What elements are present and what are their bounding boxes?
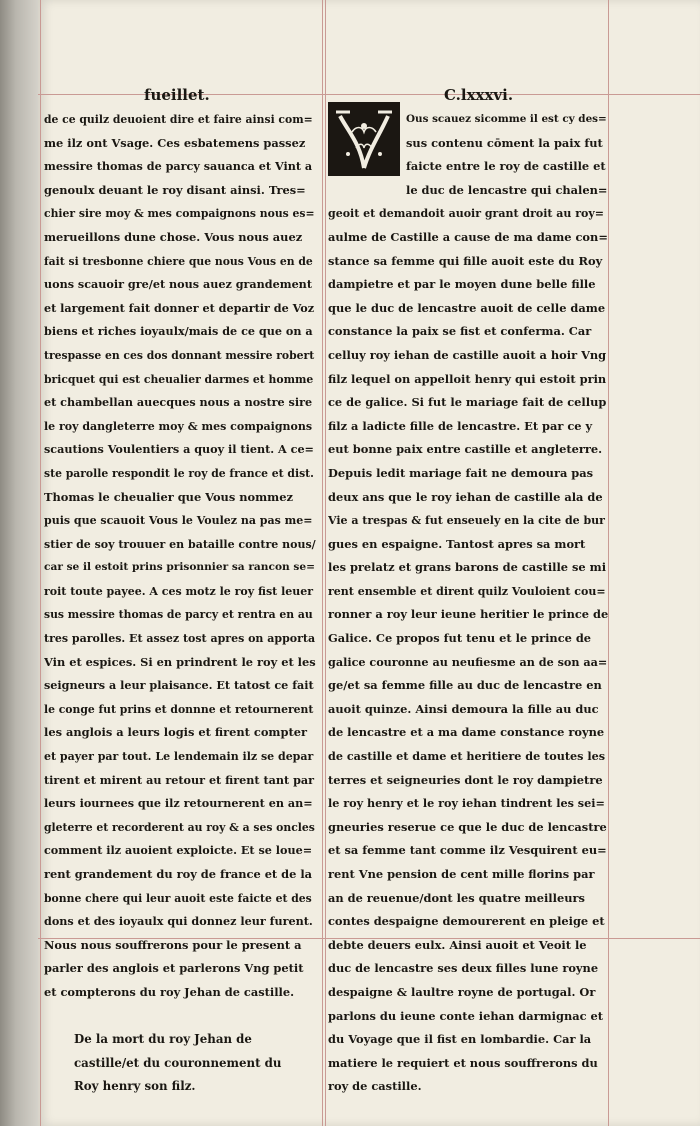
text-line: Ous scauez sicomme il est cy des= — [406, 113, 607, 125]
text-line: les prelatz et grans barons de castille se mi — [328, 560, 607, 575]
text-line: dons et des ioyaulx qui donnez leur furent. — [44, 914, 313, 929]
text-line: rent ensemble et dirent quilz Vouloient cou= — [328, 584, 606, 598]
text-line: chier sire moy & mes compaignons nous es= — [44, 207, 315, 221]
text-line: trespasse en ces dos donnant messire robert — [44, 348, 315, 362]
chapter-heading-line: Roy henry son filz. — [74, 1079, 196, 1094]
chapter-heading-line: De la mort du roy Jehan de — [74, 1032, 252, 1047]
text-line: que le duc de lencastre auoit de celle dame — [328, 300, 606, 315]
text-line: gneuries reserue ce que le duc de lencastre — [328, 819, 607, 834]
text-line: fait si tresbonne chiere que nous Vous en de — [44, 254, 313, 268]
text-line: puis que scauoit Vous le Voulez na pas me= — [44, 514, 313, 528]
text-line: ge/et sa femme fille au duc de lencastre en — [328, 678, 602, 693]
text-line: matiere le requiert et nous souffrerons du — [328, 1055, 598, 1070]
text-line: despaigne & laultre royne de portugal. Or — [328, 984, 596, 999]
text-line: an de reuenue/dont les quatre meilleurs — [328, 890, 585, 905]
text-line: du Voyage que il fist en lombardie. Car la — [328, 1032, 592, 1047]
folio-number: C.lxxxvi. — [444, 86, 514, 104]
column-rule-right-inner — [325, 0, 326, 1126]
text-line: et largement fait donner et departir de Voz — [44, 300, 315, 315]
text-line: me ilz ont Vsage. Ces esbatemens passez — [44, 135, 306, 150]
text-line: genoulx deuant le roy disant ainsi. Tres= — [44, 182, 306, 197]
paragraph-gap — [44, 1005, 316, 1029]
text-line: comment ilz auoient exploicte. Et se loue= — [44, 843, 313, 858]
text-line: rent grandement du roy de france et de la — [44, 867, 313, 881]
text-line: scautions Voulentiers a quoy il tient. A ce= — [44, 442, 314, 457]
text-line: Galice. Ce propos fut tenu et le prince de — [328, 631, 592, 646]
chapter-heading-line: castille/et du couronnement du — [74, 1055, 282, 1070]
text-line: celluy roy iehan de castille auoit a hoir Vng — [328, 347, 607, 362]
text-line: stance sa femme qui fille auoit este du Roy — [328, 253, 603, 268]
right-text-column — [328, 108, 608, 1099]
text-line: bonne chere qui leur auoit este faicte et des — [44, 891, 312, 905]
text-line: le conge fut prins et donnne et retournerent — [44, 702, 314, 716]
book-gutter-shadow — [0, 0, 40, 1126]
text-line: car se il estoit prins prisonnier sa rancon se= — [44, 561, 315, 574]
text-line: seigneurs a leur plaisance. Et tatost ce fait — [44, 678, 314, 693]
text-line: faicte entre le roy de castille et — [406, 159, 606, 174]
text-line: de castille et dame et heritiere de toutes les — [328, 749, 605, 764]
text-line: gues en espaigne. Tantost apres sa mort — [328, 536, 586, 551]
text-line: duc de lencastre ses deux filles lune royne — [328, 961, 599, 976]
text-line: Thomas le cheualier que Vous nommez — [44, 489, 293, 504]
text-line: geoit et demandoit auoir grant droit au roy= — [328, 207, 604, 221]
text-line: messire thomas de parcy sauanca et Vint a — [44, 159, 313, 174]
text-line: merueillons dune chose. Vous nous auez — [44, 229, 303, 244]
text-line: roy de castille. — [328, 1079, 422, 1094]
text-line: filz a ladicte fille de lencastre. Et par ce y — [328, 418, 593, 433]
folio-label: fueillet. — [144, 86, 210, 104]
text-line: le roy henry et le roy iehan tindrent les sei= — [328, 796, 605, 811]
text-line: leurs iournees que ilz retournerent en an= — [44, 796, 313, 811]
text-line: bricquet qui est cheualier darmes et homme — [44, 372, 314, 386]
text-line: et chambellan auecques nous a nostre sire — [44, 395, 313, 410]
text-line: tres parolles. Et assez tost apres on apporta — [44, 632, 316, 646]
text-line: et payer par tout. Le lendemain ilz se depar — [44, 750, 314, 764]
text-line: deux ans que le roy iehan de castille ala de — [328, 489, 603, 504]
text-line: de lencastre et a ma dame constance royne — [328, 725, 605, 740]
text-line: le roy dangleterre moy & mes compaignons — [44, 419, 313, 433]
text-line: ste parolle respondit le roy de france et dist. — [44, 466, 314, 480]
text-line: biens et riches ioyaulx/mais de ce que on a — [44, 324, 313, 339]
text-line: sus contenu cōment la paix fut — [406, 135, 603, 150]
left-text-column — [44, 108, 316, 1099]
text-line: Vin et espices. Si en prindrent le roy et les — [44, 654, 316, 669]
text-line: les anglois a leurs logis et firent compter — [44, 725, 307, 740]
text-line: terres et seigneuries dont le roy dampietre — [328, 772, 603, 787]
text-line: galice couronne au neufiesme an de son aa= — [328, 654, 608, 669]
text-line: stier de soy trouuer en bataille contre nous/ — [44, 537, 316, 551]
text-line: sus messire thomas de parcy et rentra en au — [44, 608, 313, 622]
text-line: de ce quilz deuoient dire et faire ainsi com= — [44, 113, 313, 126]
text-line: et sa femme tant comme ilz Vesquirent eu= — [328, 843, 607, 858]
text-line: le duc de lencastre qui chalen= — [406, 182, 608, 197]
text-line: et compterons du roy Jehan de castille. — [44, 984, 295, 999]
text-line: rent Vne pension de cent mille florins par — [328, 867, 595, 881]
text-line: ronner a roy leur ieune heritier le prince de — [328, 607, 608, 622]
text-line: contes despaigne demourerent en pleige et — [328, 914, 605, 929]
header-rule — [38, 94, 700, 95]
text-line: eut bonne paix entre castille et angleterre. — [328, 442, 603, 457]
chapter-heading — [44, 1028, 316, 1099]
column-rule-left-inner — [322, 0, 323, 1126]
text-line: Vie a trespas & fut enseuely en la cite de bur — [328, 514, 605, 528]
text-line: parler des anglois et parlerons Vng petit — [44, 961, 304, 976]
text-line: filz lequel on appelloit henry qui estoit prin — [328, 371, 607, 386]
text-line: Nous nous souffrerons pour le present a — [44, 937, 302, 952]
margin-rule-right — [608, 0, 609, 1126]
text-line: constance la paix se fist et conferma. Car — [328, 324, 592, 339]
text-line: ce de galice. Si fut le mariage fait de cellup — [328, 395, 607, 410]
text-line: auoit quinze. Ainsi demoura la fille au duc — [328, 701, 599, 716]
text-line: parlons du ieune conte iehan darmignac et — [328, 1008, 604, 1023]
text-line: tirent et mirent au retour et firent tant par — [44, 772, 315, 787]
text-line: debte deuers eulx. Ainsi auoit et Veoit le — [328, 937, 587, 952]
text-line: dampietre et par le moyen dune belle fille — [328, 277, 596, 292]
text-line: gleterre et recorderent au roy & a ses oncles — [44, 820, 315, 834]
text-line: roit toute payee. A ces motz le roy fist leuer — [44, 584, 314, 598]
text-line: uons scauoir gre/et nous auez grandement — [44, 277, 312, 292]
margin-rule-left — [40, 0, 41, 1126]
text-line: Depuis ledit mariage fait ne demoura pas — [328, 465, 594, 480]
text-line: aulme de Castille a cause de ma dame con= — [328, 229, 608, 244]
